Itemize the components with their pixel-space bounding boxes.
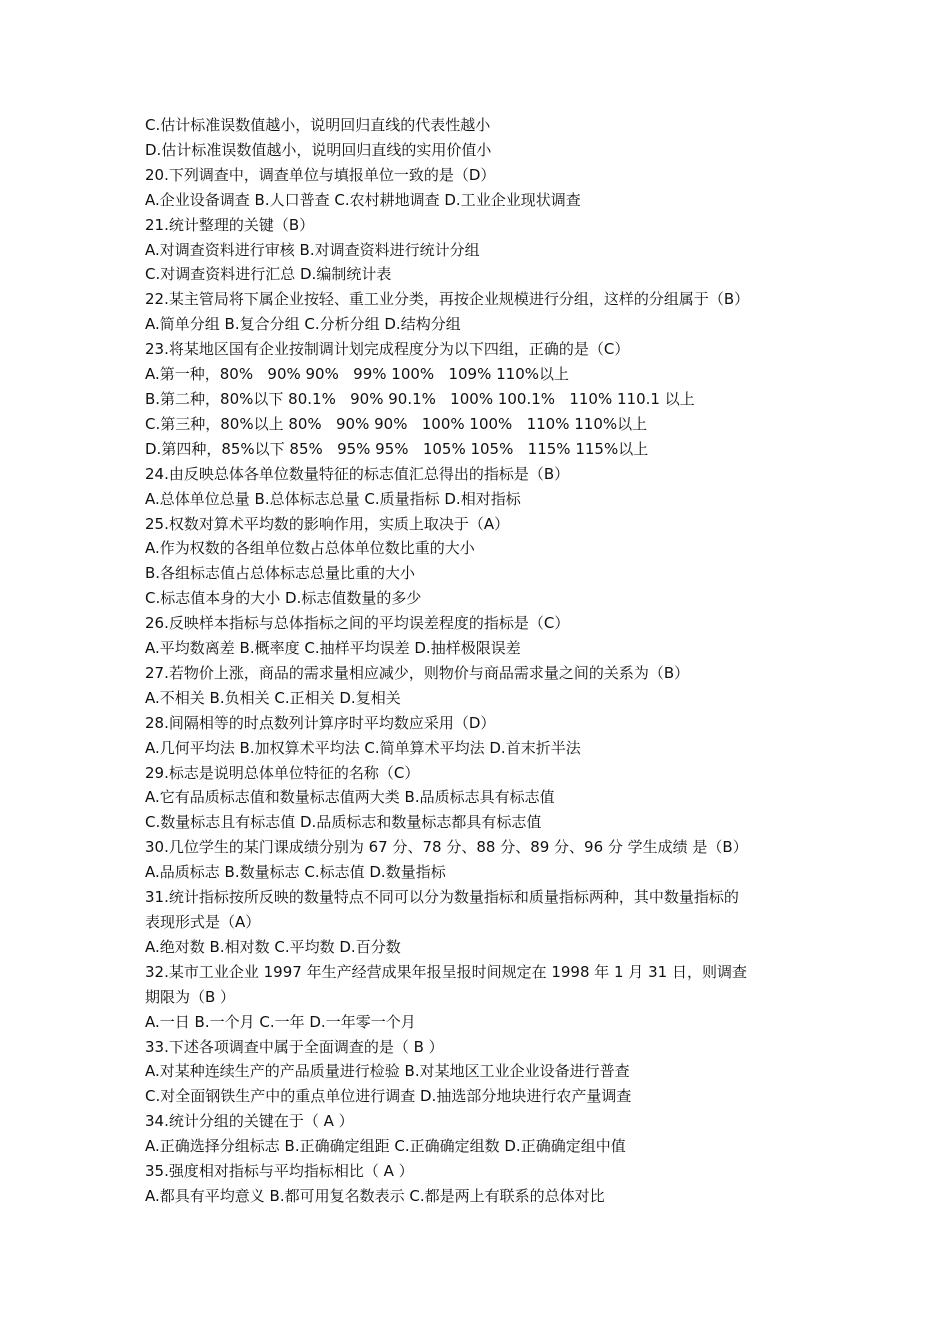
text-line: A.几何平均法 B.加权算术平均法 C.简单算术平均法 D.首末折半法 xyxy=(145,738,581,757)
text-line: 28.间隔相等的时点数列计算序时平均数应采用（D） xyxy=(145,713,496,732)
text-line: B.各组标志值占总体标志总量比重的大小 xyxy=(145,564,416,583)
text-line: C.估计标准误数值越小，说明回归直线的代表性越小 xyxy=(145,116,491,134)
text-line: C.对调查资料进行汇总 D.编制统计表 xyxy=(145,265,392,284)
text-line: 24.由反映总体各单位数量特征的标志值汇总得出的指标是（B） xyxy=(145,464,570,483)
text-line: 30.几位学生的某门课成绩分别为 67 分、78 分、88 分、89 分、96 分 学生成绩 是（B） xyxy=(145,838,748,857)
text-line: D.第四种，85%以下 85% 95% 95% 105% 105% 115% 115%以上 xyxy=(145,439,649,458)
text-line: 35.强度相对指标与平均指标相比（ A ） xyxy=(145,1162,414,1181)
text-line: 表现形式是（A） xyxy=(145,913,261,931)
text-line: 34.统计分组的关键在于（ A ） xyxy=(145,1112,354,1131)
text-line: C.数量标志且有标志值 D.品质标志和数量标志都具有标志值 xyxy=(145,813,542,832)
text-line: 27.若物价上涨，商品的需求量相应减少，则物价与商品需求量之间的关系为（B） xyxy=(145,663,690,682)
text-line: A.一日 B.一个月 C.一年 D.一年零一个月 xyxy=(145,1012,416,1031)
text-line: A.简单分组 B.复合分组 C.分析分组 D.结构分组 xyxy=(145,315,461,334)
text-line: A.品质标志 B.数量标志 C.标志值 D.数量指标 xyxy=(145,863,446,882)
text-line: C.第三种，80%以上 80% 90% 90% 100% 100% 110% 110%以上 xyxy=(145,414,648,433)
text-line: C.对全面钢铁生产中的重点单位进行调查 D.抽选部分地块进行农产量调查 xyxy=(145,1087,632,1106)
text-line: 31.统计指标按所反映的数量特点不同可以分为数量指标和质量指标两种，其中数量指标的 xyxy=(145,888,739,907)
text-line: 26.反映样本指标与总体指标之间的平均误差程度的指标是（C） xyxy=(145,614,570,633)
text-line: 33.下述各项调查中属于全面调查的是（ B ） xyxy=(145,1037,444,1056)
text-line: A.对某种连续生产的产品质量进行检验 B.对某地区工业企业设备进行普查 xyxy=(145,1062,630,1081)
text-line: B.第二种，80%以下 80.1% 90% 90.1% 100% 100.1% 110% 110.1 以上 xyxy=(145,389,695,408)
text-line: A.总体单位总量 B.总体标志总量 C.质量指标 D.相对指标 xyxy=(145,489,521,508)
text-line: A.它有品质标志值和数量标志值两大类 B.品质标志具有标志值 xyxy=(145,788,555,807)
text-line: 期限为（B ） xyxy=(145,987,236,1006)
document-body xyxy=(145,113,825,1209)
text-line: A.都具有平均意义 B.都可用复名数表示 C.都是两上有联系的总体对比 xyxy=(145,1186,605,1205)
text-line: 22.某主管局将下属企业按轻、重工业分类，再按企业规模进行分组，这样的分组属于（B） xyxy=(145,290,750,309)
text-line: A.作为权数的各组单位数占总体单位数比重的大小 xyxy=(145,539,475,558)
text-line: A.正确选择分组标志 B.正确确定组距 C.正确确定组数 D.正确确定组中值 xyxy=(145,1137,626,1156)
text-line: 20.下列调查中，调查单位与填报单位一致的是（D） xyxy=(145,165,496,184)
text-line: C.标志值本身的大小 D.标志值数量的多少 xyxy=(145,589,422,608)
text-line: D.估计标准误数值越小，说明回归直线的实用价值小 xyxy=(145,140,492,159)
text-line: A.绝对数 B.相对数 C.平均数 D.百分数 xyxy=(145,937,401,956)
text-line: A.第一种，80% 90% 90% 99% 100% 109% 110%以上 xyxy=(145,365,569,384)
text-line: 25.权数对算术平均数的影响作用，实质上取决于（A） xyxy=(145,514,510,533)
text-line: A.平均数离差 B.概率度 C.抽样平均误差 D.抽样极限误差 xyxy=(145,639,521,658)
text-line: A.企业设备调查 B.人口普查 C.农村耕地调查 D.工业企业现状调查 xyxy=(145,190,581,209)
text-line: 29.标志是说明总体单位特征的名称（C） xyxy=(145,763,420,782)
text-line: 32.某市工业企业 1997 年生产经营成果年报呈报时间规定在 1998 年 1 月 31 日，则调查 xyxy=(145,962,747,981)
text-line: 23.将某地区国有企业按制调计划完成程度分为以下四组，正确的是（C） xyxy=(145,340,630,359)
text-line: A.不相关 B.负相关 C.正相关 D.复相关 xyxy=(145,688,401,707)
text-line: A.对调查资料进行审核 B.对调查资料进行统计分组 xyxy=(145,240,480,259)
text-line: 21.统计整理的关键（B） xyxy=(145,215,315,234)
